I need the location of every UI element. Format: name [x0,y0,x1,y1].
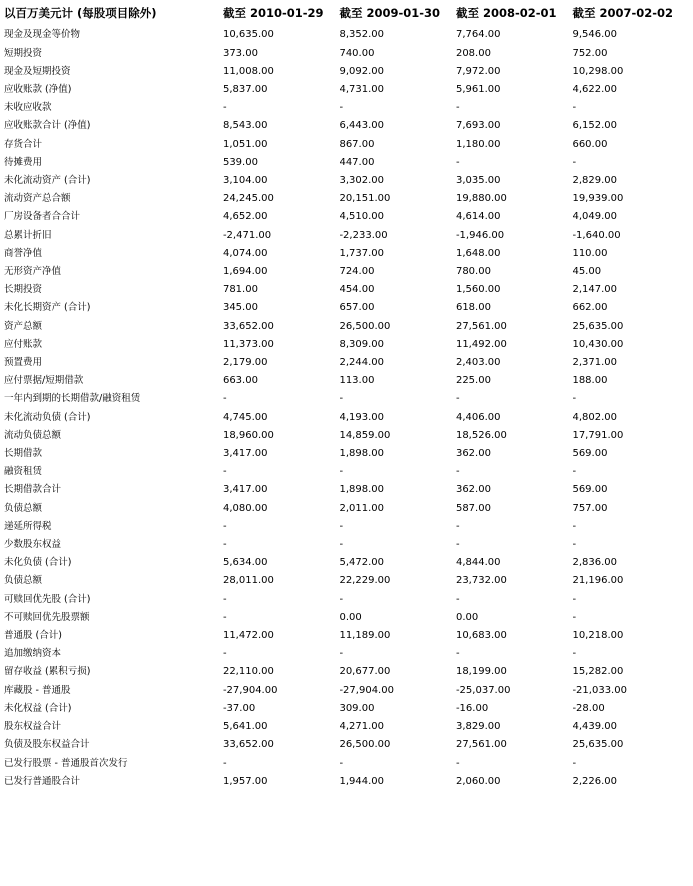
row-value: 225.00 [455,375,491,387]
table-row [4,99,689,117]
row-value: 10,635.00 [222,29,274,41]
row-value: - [339,102,344,114]
table-header [4,6,689,26]
row-value: -27,904.00 [339,684,394,696]
row-value: 14,859.00 [339,429,391,441]
table-row [4,390,689,408]
row-label: 资产总额 [4,320,43,332]
row-value: 208.00 [455,47,491,59]
column-header-period-2: 截至 2009-01-30 [339,6,441,20]
row-label: 一年内到期的长期借款/融资租赁 [4,393,141,405]
row-value: - [572,539,577,551]
table-row [4,481,689,499]
row-label: 未收应收款 [4,102,52,114]
row-value: 2,403.00 [455,357,501,369]
table-row [4,336,689,354]
row-value: - [572,393,577,405]
row-value: 0.00 [455,611,479,623]
row-value: - [455,757,460,769]
table-row [4,773,689,791]
row-value: - [339,757,344,769]
row-value: - [222,466,227,478]
table-row [4,45,689,63]
row-value: 3,104.00 [222,175,268,186]
row-value: 11,008.00 [222,65,274,77]
row-value: 4,614.00 [455,211,501,223]
row-value: 660.00 [572,138,608,150]
row-value: 662.00 [572,302,608,314]
row-label: 负债总额 [4,575,43,587]
row-label: 流动资产总合额 [4,193,71,205]
table-row [4,427,689,445]
table-row [4,136,689,154]
row-value: 26,500.00 [339,320,391,332]
row-value: 7,693.00 [455,120,501,132]
row-value: - [339,520,344,532]
row-value: 4,406.00 [455,411,501,423]
row-value: 4,731.00 [339,83,384,95]
table-row [4,372,689,390]
row-value: 18,526.00 [455,429,507,441]
row-value: -27,904.00 [222,684,278,696]
row-value: 11,472.00 [222,630,274,642]
row-label: 库藏股 - 普通股 [4,684,71,696]
row-value: 11,373.00 [222,338,274,350]
row-value: - [222,520,227,532]
row-value: 7,972.00 [455,65,501,77]
row-value: - [572,648,577,660]
row-value: 1,180.00 [455,138,501,150]
row-value: 752.00 [572,47,608,59]
row-value: 539.00 [222,156,258,168]
row-value: 663.00 [222,375,258,387]
row-label: 预置费用 [4,357,43,369]
table-row [4,245,689,263]
row-label: 待摊费用 [4,156,43,168]
row-value: 4,652.00 [222,211,268,223]
row-value: 5,641.00 [222,721,268,733]
row-label: 应付票据/短期借款 [4,375,84,387]
row-value: - [455,393,460,405]
row-value: 20,677.00 [339,666,391,678]
row-value: 11,189.00 [339,630,391,642]
table-row [4,154,689,172]
row-label: 长期借款 [4,448,43,460]
row-value: 4,802.00 [572,411,617,423]
row-label: 未化权益 (合计) [4,702,72,714]
row-value: - [455,520,460,532]
row-value: 569.00 [572,484,608,496]
row-value: 10,218.00 [572,630,624,642]
row-value: 2,147.00 [572,284,617,296]
row-value: 362.00 [455,448,491,460]
row-value: 20,151.00 [339,193,391,205]
row-value: 10,298.00 [572,65,624,77]
row-value: 4,439.00 [572,721,617,733]
row-value: - [455,648,460,660]
balance-sheet-table [4,6,689,791]
table-row [4,172,689,190]
table-row [4,736,689,754]
row-value: 454.00 [339,284,375,296]
row-value: 4,080.00 [222,502,268,514]
row-value: 19,939.00 [572,193,624,205]
row-value: 1,648.00 [455,247,501,259]
table-row [4,409,689,427]
row-value: 17,791.00 [572,429,624,441]
row-value: 4,510.00 [339,211,384,223]
row-value: 27,561.00 [455,320,507,332]
column-header-period-1: 截至 2010-01-29 [222,6,324,20]
row-value: 25,635.00 [572,320,624,332]
row-label: 递延所得税 [4,520,52,532]
table-row [4,354,689,372]
row-value: 21,196.00 [572,575,624,587]
row-value: 1,560.00 [455,284,501,296]
row-value: 757.00 [572,502,608,514]
row-value: - [339,466,344,478]
table-row [4,117,689,135]
table-body [4,26,689,791]
row-label: 总累计折旧 [4,229,52,241]
row-value: 188.00 [572,375,608,387]
row-value: 447.00 [339,156,375,168]
row-value: 1,737.00 [339,247,384,259]
table-row [4,26,689,44]
row-label: 无形资产净值 [4,266,62,278]
row-value: 10,430.00 [572,338,624,350]
row-value: 618.00 [455,302,491,314]
row-value: 27,561.00 [455,739,507,751]
row-label: 追加缴纳资本 [4,648,62,660]
row-value: - [222,539,227,551]
row-value: 2,829.00 [572,175,617,186]
row-label: 留存收益 (累积亏损) [4,666,91,678]
row-value: 8,352.00 [339,29,384,41]
row-value: - [572,757,577,769]
row-label: 负债总额 [4,502,43,514]
row-value: 362.00 [455,484,491,496]
row-label: 长期投资 [4,284,43,296]
row-label: 应付账款 [4,338,43,350]
row-value: 22,229.00 [339,575,391,587]
row-value: -25,037.00 [455,684,511,696]
row-value: 15,282.00 [572,666,624,678]
table-row [4,208,689,226]
row-value: - [455,593,460,605]
row-value: 1,898.00 [339,484,384,496]
row-value: 33,652.00 [222,320,274,332]
row-value: 1,051.00 [222,138,268,150]
row-value: 2,060.00 [455,775,501,787]
row-value: 33,652.00 [222,739,274,751]
row-value: 3,035.00 [455,175,501,186]
row-value: 4,622.00 [572,83,617,95]
row-value: - [339,648,344,660]
row-value: 2,226.00 [572,775,617,787]
row-value: 18,199.00 [455,666,507,678]
row-value: 5,634.00 [222,557,268,569]
row-value: - [222,611,227,623]
row-label: 未化长期资产 (合计) [4,302,91,314]
row-label: 应收账款 (净值) [4,83,72,95]
table-row [4,682,689,700]
row-value: 5,472.00 [339,557,384,569]
row-label: 未化流动资产 (合计) [4,175,91,186]
row-value: 587.00 [455,502,491,514]
row-value: 3,417.00 [222,448,268,460]
row-value: 3,417.00 [222,484,268,496]
row-label: 可赎回优先股 (合计) [4,593,91,605]
row-value: - [455,102,460,114]
table-row [4,591,689,609]
row-value: 1,944.00 [339,775,384,787]
row-value: 373.00 [222,47,258,59]
row-value: 4,271.00 [339,721,384,733]
row-value: -16.00 [455,702,489,714]
row-value: 1,694.00 [222,266,268,278]
row-value: - [455,466,460,478]
row-value: - [222,648,227,660]
row-value: 3,302.00 [339,175,384,186]
row-value: 2,836.00 [572,557,617,569]
row-value: 10,683.00 [455,630,507,642]
row-label: 少数股东权益 [4,539,62,551]
row-value: -28.00 [572,702,605,714]
row-value: - [572,156,577,168]
header-row [4,6,689,26]
row-value: 28,011.00 [222,575,274,587]
table-row [4,463,689,481]
row-label: 股东权益合计 [4,721,62,733]
row-value: 18,960.00 [222,429,274,441]
row-value: 8,543.00 [222,120,268,132]
row-value: 569.00 [572,448,608,460]
row-value: -37.00 [222,702,256,714]
row-value: 2,244.00 [339,357,384,369]
row-value: - [572,593,577,605]
row-value: -1,640.00 [572,229,621,241]
row-label: 商誉净值 [4,247,43,259]
row-value: 23,732.00 [455,575,507,587]
row-value: 110.00 [572,247,608,259]
row-value: 345.00 [222,302,258,314]
row-label: 普通股 (合计) [4,630,62,642]
row-value: 22,110.00 [222,666,274,678]
row-value: 4,049.00 [572,211,617,223]
row-value: 19,880.00 [455,193,507,205]
row-value: -2,471.00 [222,229,272,241]
row-value: 724.00 [339,266,375,278]
row-value: -21,033.00 [572,684,627,696]
row-value: 25,635.00 [572,739,624,751]
row-value: 1,898.00 [339,448,384,460]
row-value: 4,193.00 [339,411,384,423]
row-label: 短期投资 [4,47,43,59]
row-value: 780.00 [455,266,491,278]
table-row [4,263,689,281]
table-row [4,627,689,645]
table-row [4,81,689,99]
row-value: - [222,102,227,114]
column-header-label: 以百万美元计 (每股项目除外) [4,6,157,20]
row-label: 未化流动负债 (合计) [4,411,91,423]
table-row [4,718,689,736]
row-value: - [572,466,577,478]
row-label: 负债及股东权益合计 [4,739,90,751]
table-row [4,227,689,245]
row-value: 4,844.00 [455,557,501,569]
row-value: 6,152.00 [572,120,617,132]
row-value: 3,829.00 [455,721,501,733]
table-row [4,700,689,718]
row-value: 45.00 [572,266,602,278]
row-value: 2,179.00 [222,357,268,369]
table-row [4,190,689,208]
row-label: 流动负债总额 [4,429,62,441]
row-value: 1,957.00 [222,775,268,787]
row-value: - [222,593,227,605]
row-value: 9,092.00 [339,65,384,77]
row-label: 不可赎回优先股票额 [4,611,90,623]
table-row [4,536,689,554]
table-row [4,609,689,627]
row-value: -2,233.00 [339,229,388,241]
row-label: 现金及现金等价物 [4,29,81,41]
row-value: - [222,393,227,405]
row-label: 厂房设备者合合计 [4,211,81,223]
row-label: 应收账款合计 (净值) [4,120,91,132]
row-value: 7,764.00 [455,29,501,41]
table-row [4,645,689,663]
row-value: - [455,156,460,168]
row-value: 5,961.00 [455,83,501,95]
row-value: 8,309.00 [339,338,384,350]
row-value: - [339,593,344,605]
row-value: 9,546.00 [572,29,617,41]
row-value: - [222,757,227,769]
row-value: 0.00 [339,611,362,623]
table-row [4,572,689,590]
table-row [4,663,689,681]
table-row [4,318,689,336]
row-value: 11,492.00 [455,338,507,350]
table-row [4,518,689,536]
row-label: 存货合计 [4,138,43,150]
table-row [4,554,689,572]
column-header-period-4: 截至 2007-02-02 [572,6,674,20]
row-value: 2,371.00 [572,357,617,369]
row-value: - [339,393,344,405]
row-value: - [572,520,577,532]
table-row [4,755,689,773]
row-label: 未化负债 (合计) [4,557,72,569]
row-value: - [572,611,577,623]
row-value: 5,837.00 [222,83,268,95]
table-row [4,281,689,299]
row-value: -1,946.00 [455,229,505,241]
table-row [4,63,689,81]
row-value: 4,074.00 [222,247,268,259]
row-value: 4,745.00 [222,411,268,423]
row-value: - [455,539,460,551]
table-row [4,500,689,518]
table-row [4,299,689,317]
row-value: 309.00 [339,702,375,714]
row-label: 融资租赁 [4,466,43,478]
table-row [4,445,689,463]
row-value: 2,011.00 [339,502,384,514]
row-value: 867.00 [339,138,375,150]
column-header-period-3: 截至 2008-02-01 [455,6,557,20]
row-value: 740.00 [339,47,375,59]
row-value: 26,500.00 [339,739,391,751]
row-value: - [339,539,344,551]
row-value: 781.00 [222,284,258,296]
row-value: - [572,102,577,114]
row-label: 已发行股票 - 普通股首次发行 [4,757,128,769]
row-value: 113.00 [339,375,375,387]
row-value: 24,245.00 [222,193,274,205]
row-label: 长期借款合计 [4,484,62,496]
row-label: 已发行普通股合计 [4,775,81,787]
row-label: 现金及短期投资 [4,65,71,77]
row-value: 657.00 [339,302,375,314]
row-value: 6,443.00 [339,120,384,132]
